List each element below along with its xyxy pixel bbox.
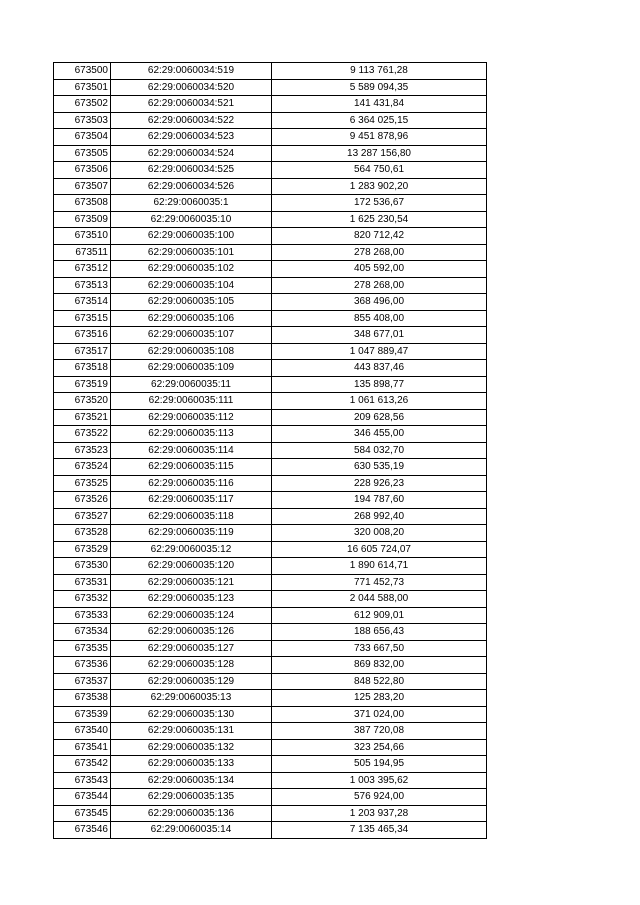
cadastral-value-cell: 371 024,00 bbox=[272, 706, 487, 723]
table-row bbox=[54, 112, 487, 129]
cadastral-value-cell: 278 268,00 bbox=[272, 244, 487, 261]
cadastral-value-cell: 1 625 230,54 bbox=[272, 211, 487, 228]
row-number-cell: 673544 bbox=[54, 789, 111, 806]
row-number-cell: 673546 bbox=[54, 822, 111, 839]
cadastral-number-cell: 62:29:0060034:521 bbox=[111, 96, 272, 113]
row-number-cell: 673512 bbox=[54, 261, 111, 278]
cadastral-number-cell: 62:29:0060035:107 bbox=[111, 327, 272, 344]
table-row bbox=[54, 591, 487, 608]
cadastral-number-cell: 62:29:0060035:129 bbox=[111, 673, 272, 690]
cadastral-value-cell: 771 452,73 bbox=[272, 574, 487, 591]
row-number-cell: 673506 bbox=[54, 162, 111, 179]
cadastral-value-cell: 443 837,46 bbox=[272, 360, 487, 377]
table-row bbox=[54, 277, 487, 294]
cadastral-value-cell: 869 832,00 bbox=[272, 657, 487, 674]
cadastral-number-cell: 62:29:0060035:136 bbox=[111, 805, 272, 822]
table-row bbox=[54, 327, 487, 344]
cadastral-number-cell: 62:29:0060035:12 bbox=[111, 541, 272, 558]
row-number-cell: 673514 bbox=[54, 294, 111, 311]
row-number-cell: 673503 bbox=[54, 112, 111, 129]
table-row bbox=[54, 79, 487, 96]
cadastral-number-cell: 62:29:0060035:14 bbox=[111, 822, 272, 839]
cadastral-value-cell: 228 926,23 bbox=[272, 475, 487, 492]
cadastral-number-cell: 62:29:0060034:523 bbox=[111, 129, 272, 146]
cadastral-number-cell: 62:29:0060035:126 bbox=[111, 624, 272, 641]
cadastral-value-cell: 848 522,80 bbox=[272, 673, 487, 690]
cadastral-number-cell: 62:29:0060035:123 bbox=[111, 591, 272, 608]
cadastral-number-cell: 62:29:0060035:112 bbox=[111, 409, 272, 426]
table-row bbox=[54, 574, 487, 591]
cadastral-value-cell: 5 589 094,35 bbox=[272, 79, 487, 96]
cadastral-number-cell: 62:29:0060035:127 bbox=[111, 640, 272, 657]
cadastral-number-cell: 62:29:0060035:114 bbox=[111, 442, 272, 459]
row-number-cell: 673539 bbox=[54, 706, 111, 723]
table-row bbox=[54, 360, 487, 377]
cadastral-value-cell: 505 194,95 bbox=[272, 756, 487, 773]
table-row bbox=[54, 822, 487, 839]
cadastral-value-cell: 1 003 395,62 bbox=[272, 772, 487, 789]
cadastral-value-cell: 1 061 613,26 bbox=[272, 393, 487, 410]
cadastral-value-cell: 1 047 889,47 bbox=[272, 343, 487, 360]
cadastral-value-cell: 323 254,66 bbox=[272, 739, 487, 756]
cadastral-number-cell: 62:29:0060035:101 bbox=[111, 244, 272, 261]
row-number-cell: 673518 bbox=[54, 360, 111, 377]
row-number-cell: 673507 bbox=[54, 178, 111, 195]
cadastral-number-cell: 62:29:0060035:117 bbox=[111, 492, 272, 509]
table-row bbox=[54, 195, 487, 212]
table-row bbox=[54, 690, 487, 707]
row-number-cell: 673530 bbox=[54, 558, 111, 575]
cadastral-value-cell: 1 203 937,28 bbox=[272, 805, 487, 822]
table-row bbox=[54, 145, 487, 162]
cadastral-number-cell: 62:29:0060035:116 bbox=[111, 475, 272, 492]
row-number-cell: 673524 bbox=[54, 459, 111, 476]
cadastral-number-cell: 62:29:0060035:113 bbox=[111, 426, 272, 443]
cadastral-value-cell: 9 451 878,96 bbox=[272, 129, 487, 146]
row-number-cell: 673525 bbox=[54, 475, 111, 492]
cadastral-number-cell: 62:29:0060035:131 bbox=[111, 723, 272, 740]
cadastral-value-cell: 9 113 761,28 bbox=[272, 63, 487, 80]
cadastral-number-cell: 62:29:0060035:120 bbox=[111, 558, 272, 575]
cadastral-number-cell: 62:29:0060035:13 bbox=[111, 690, 272, 707]
table-row bbox=[54, 624, 487, 641]
row-number-cell: 673528 bbox=[54, 525, 111, 542]
table-row bbox=[54, 607, 487, 624]
cadastral-number-cell: 62:29:0060035:104 bbox=[111, 277, 272, 294]
cadastral-number-cell: 62:29:0060034:519 bbox=[111, 63, 272, 80]
cadastral-value-cell: 141 431,84 bbox=[272, 96, 487, 113]
table-row bbox=[54, 475, 487, 492]
table-row bbox=[54, 211, 487, 228]
cadastral-number-cell: 62:29:0060035:100 bbox=[111, 228, 272, 245]
cadastral-number-cell: 62:29:0060035:124 bbox=[111, 607, 272, 624]
cadastral-value-cell: 135 898,77 bbox=[272, 376, 487, 393]
table-row bbox=[54, 525, 487, 542]
cadastral-value-cell: 7 135 465,34 bbox=[272, 822, 487, 839]
table-row bbox=[54, 657, 487, 674]
cadastral-number-cell: 62:29:0060035:134 bbox=[111, 772, 272, 789]
row-number-cell: 673545 bbox=[54, 805, 111, 822]
row-number-cell: 673515 bbox=[54, 310, 111, 327]
table-row bbox=[54, 756, 487, 773]
table-row bbox=[54, 409, 487, 426]
row-number-cell: 673513 bbox=[54, 277, 111, 294]
row-number-cell: 673505 bbox=[54, 145, 111, 162]
row-number-cell: 673526 bbox=[54, 492, 111, 509]
cadastral-value-cell: 348 677,01 bbox=[272, 327, 487, 344]
cadastral-value-cell: 1 283 902,20 bbox=[272, 178, 487, 195]
table-row bbox=[54, 673, 487, 690]
cadastral-number-cell: 62:29:0060035:121 bbox=[111, 574, 272, 591]
cadastral-number-cell: 62:29:0060035:119 bbox=[111, 525, 272, 542]
cadastral-number-cell: 62:29:0060035:108 bbox=[111, 343, 272, 360]
row-number-cell: 673535 bbox=[54, 640, 111, 657]
table-row bbox=[54, 261, 487, 278]
table-row bbox=[54, 178, 487, 195]
cadastral-value-cell: 6 364 025,15 bbox=[272, 112, 487, 129]
cadastral-number-cell: 62:29:0060035:132 bbox=[111, 739, 272, 756]
table-row bbox=[54, 96, 487, 113]
row-number-cell: 673516 bbox=[54, 327, 111, 344]
cadastral-value-table bbox=[53, 62, 487, 839]
table-row bbox=[54, 706, 487, 723]
row-number-cell: 673508 bbox=[54, 195, 111, 212]
table-row bbox=[54, 228, 487, 245]
cadastral-value-cell: 125 283,20 bbox=[272, 690, 487, 707]
row-number-cell: 673517 bbox=[54, 343, 111, 360]
cadastral-value-cell: 855 408,00 bbox=[272, 310, 487, 327]
cadastral-number-cell: 62:29:0060035:106 bbox=[111, 310, 272, 327]
cadastral-value-cell: 346 455,00 bbox=[272, 426, 487, 443]
row-number-cell: 673502 bbox=[54, 96, 111, 113]
table-row bbox=[54, 63, 487, 80]
row-number-cell: 673542 bbox=[54, 756, 111, 773]
row-number-cell: 673543 bbox=[54, 772, 111, 789]
cadastral-value-cell: 584 032,70 bbox=[272, 442, 487, 459]
row-number-cell: 673527 bbox=[54, 508, 111, 525]
row-number-cell: 673523 bbox=[54, 442, 111, 459]
table-row bbox=[54, 294, 487, 311]
row-number-cell: 673520 bbox=[54, 393, 111, 410]
table-row bbox=[54, 426, 487, 443]
cadastral-value-cell: 209 628,56 bbox=[272, 409, 487, 426]
row-number-cell: 673522 bbox=[54, 426, 111, 443]
table-row bbox=[54, 310, 487, 327]
cadastral-number-cell: 62:29:0060035:11 bbox=[111, 376, 272, 393]
cadastral-value-cell: 733 667,50 bbox=[272, 640, 487, 657]
table-row bbox=[54, 558, 487, 575]
row-number-cell: 673534 bbox=[54, 624, 111, 641]
row-number-cell: 673541 bbox=[54, 739, 111, 756]
cadastral-value-cell: 405 592,00 bbox=[272, 261, 487, 278]
cadastral-value-cell: 387 720,08 bbox=[272, 723, 487, 740]
cadastral-number-cell: 62:29:0060035:102 bbox=[111, 261, 272, 278]
cadastral-value-cell: 16 605 724,07 bbox=[272, 541, 487, 558]
cadastral-value-cell: 172 536,67 bbox=[272, 195, 487, 212]
cadastral-number-cell: 62:29:0060034:522 bbox=[111, 112, 272, 129]
table-row bbox=[54, 376, 487, 393]
row-number-cell: 673529 bbox=[54, 541, 111, 558]
cadastral-value-cell: 368 496,00 bbox=[272, 294, 487, 311]
row-number-cell: 673504 bbox=[54, 129, 111, 146]
table-row bbox=[54, 442, 487, 459]
row-number-cell: 673537 bbox=[54, 673, 111, 690]
cadastral-value-cell: 1 890 614,71 bbox=[272, 558, 487, 575]
table-row bbox=[54, 805, 487, 822]
cadastral-value-cell: 2 044 588,00 bbox=[272, 591, 487, 608]
table-row bbox=[54, 772, 487, 789]
row-number-cell: 673533 bbox=[54, 607, 111, 624]
cadastral-number-cell: 62:29:0060034:524 bbox=[111, 145, 272, 162]
table-row bbox=[54, 162, 487, 179]
row-number-cell: 673531 bbox=[54, 574, 111, 591]
cadastral-value-cell: 564 750,61 bbox=[272, 162, 487, 179]
row-number-cell: 673501 bbox=[54, 79, 111, 96]
table-row bbox=[54, 343, 487, 360]
cadastral-number-cell: 62:29:0060035:133 bbox=[111, 756, 272, 773]
cadastral-value-cell: 188 656,43 bbox=[272, 624, 487, 641]
row-number-cell: 673509 bbox=[54, 211, 111, 228]
cadastral-number-cell: 62:29:0060035:135 bbox=[111, 789, 272, 806]
table-row bbox=[54, 723, 487, 740]
table-row bbox=[54, 393, 487, 410]
row-number-cell: 673538 bbox=[54, 690, 111, 707]
cadastral-value-cell: 278 268,00 bbox=[272, 277, 487, 294]
cadastral-number-cell: 62:29:0060035:105 bbox=[111, 294, 272, 311]
table-row bbox=[54, 129, 487, 146]
cadastral-number-cell: 62:29:0060035:1 bbox=[111, 195, 272, 212]
cadastral-value-cell: 194 787,60 bbox=[272, 492, 487, 509]
cadastral-number-cell: 62:29:0060035:111 bbox=[111, 393, 272, 410]
cadastral-value-cell: 612 909,01 bbox=[272, 607, 487, 624]
cadastral-value-cell: 820 712,42 bbox=[272, 228, 487, 245]
cadastral-number-cell: 62:29:0060035:115 bbox=[111, 459, 272, 476]
table-row bbox=[54, 492, 487, 509]
table-row bbox=[54, 459, 487, 476]
row-number-cell: 673519 bbox=[54, 376, 111, 393]
cadastral-number-cell: 62:29:0060034:525 bbox=[111, 162, 272, 179]
cadastral-value-cell: 268 992,40 bbox=[272, 508, 487, 525]
table-body bbox=[54, 63, 487, 839]
table-row bbox=[54, 640, 487, 657]
row-number-cell: 673536 bbox=[54, 657, 111, 674]
table-row bbox=[54, 508, 487, 525]
cadastral-number-cell: 62:29:0060035:130 bbox=[111, 706, 272, 723]
row-number-cell: 673532 bbox=[54, 591, 111, 608]
table-row bbox=[54, 244, 487, 261]
row-number-cell: 673521 bbox=[54, 409, 111, 426]
row-number-cell: 673500 bbox=[54, 63, 111, 80]
cadastral-number-cell: 62:29:0060034:520 bbox=[111, 79, 272, 96]
table-row bbox=[54, 541, 487, 558]
cadastral-number-cell: 62:29:0060035:109 bbox=[111, 360, 272, 377]
cadastral-number-cell: 62:29:0060035:10 bbox=[111, 211, 272, 228]
table-row bbox=[54, 739, 487, 756]
cadastral-number-cell: 62:29:0060034:526 bbox=[111, 178, 272, 195]
cadastral-value-cell: 630 535,19 bbox=[272, 459, 487, 476]
cadastral-number-cell: 62:29:0060035:118 bbox=[111, 508, 272, 525]
cadastral-value-cell: 576 924,00 bbox=[272, 789, 487, 806]
cadastral-number-cell: 62:29:0060035:128 bbox=[111, 657, 272, 674]
cadastral-value-cell: 320 008,20 bbox=[272, 525, 487, 542]
row-number-cell: 673540 bbox=[54, 723, 111, 740]
table-row bbox=[54, 789, 487, 806]
row-number-cell: 673510 bbox=[54, 228, 111, 245]
row-number-cell: 673511 bbox=[54, 244, 111, 261]
cadastral-value-cell: 13 287 156,80 bbox=[272, 145, 487, 162]
